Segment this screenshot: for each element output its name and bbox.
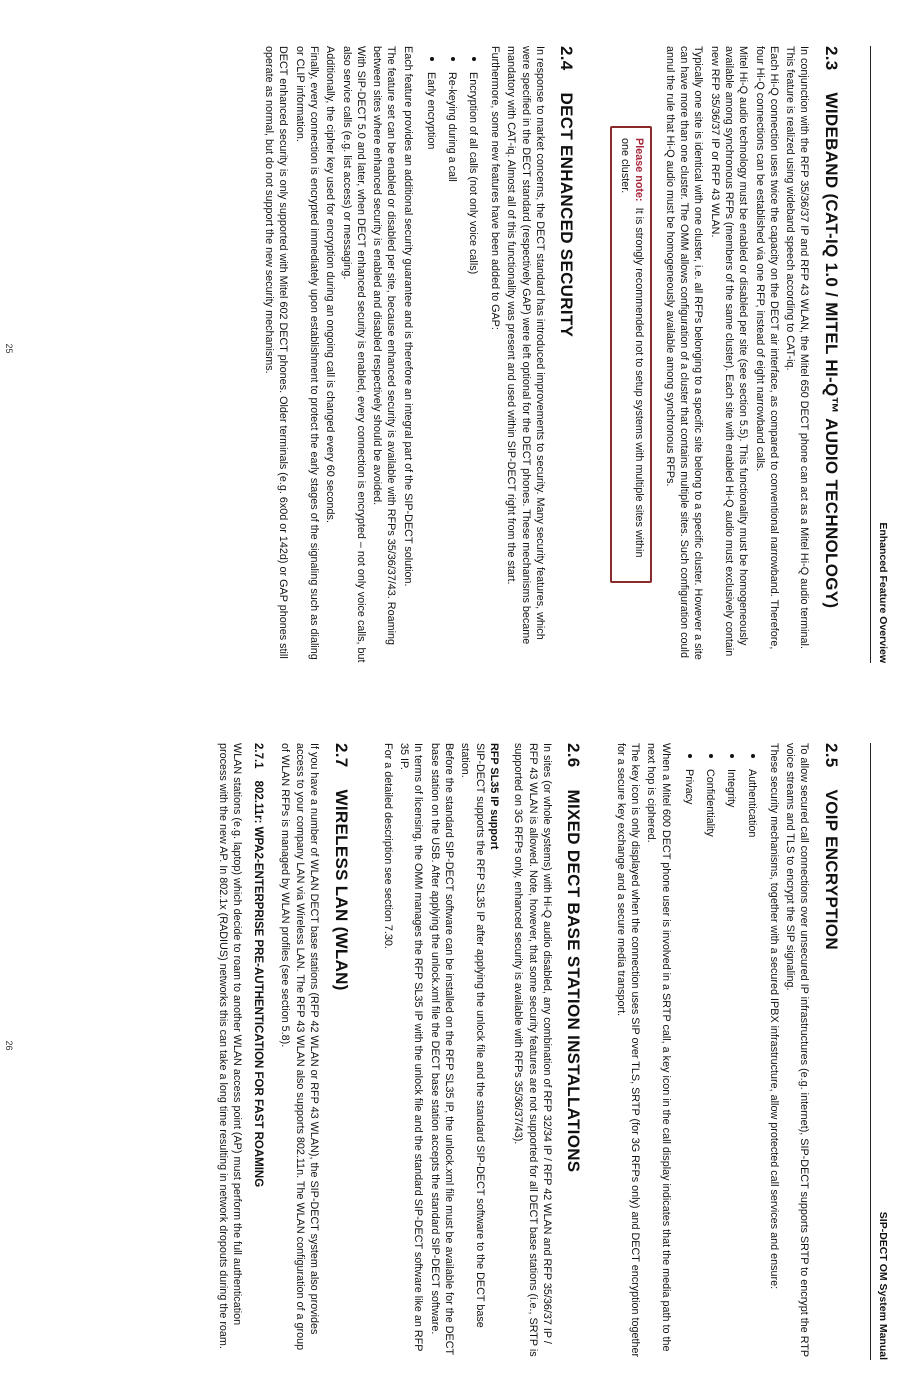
paragraph: Typically one site is identical with one cluster, i.e. all RFPs belonging to a specific site belong to a specific cluster. However a site can have more than one cluster. The OMM allows configuration of a cluster that contains multiple sites. Such configuration could annul the rule that Hi-Q audio must be homogeneously available among synchronous RFPs. (663, 46, 705, 660)
paragraph: If you have a number of WLAN DECT base stations (RFP 42 WLAN or RFP 43 WLAN), the SIP-DECT system also provides access to your company LAN via Wireless LAN. The RFP 43 WLAN also supports 802.11n. The WLAN configuration of a group of WLAN RFPs is managed by WLAN profiles (see section 5.8). (279, 743, 321, 1351)
paragraph: DECT enhanced security is only supported with Mitel 602 DECT phones. Older terminals (e.g. 6x0d or 142d) or GAP phones still operate as normal, but do not support the new security mechanisms. (263, 46, 290, 659)
page-body (260, 46, 841, 663)
section-number: 2.4 (557, 46, 577, 71)
section-number: 2.5 (822, 743, 841, 768)
note-label: Please note: (633, 138, 646, 202)
paragraph: The key icon is only displayed when the connection uses SIP over TLS, SRTP (for 3G RFPs only) and DECT encryption together for a secure key exchange and a secure media transport. (614, 743, 641, 1358)
list-item: • Confidentiality (700, 769, 721, 1360)
running-head: SIP-DECT OM System Manual (870, 743, 889, 1360)
bullet-list (679, 743, 763, 1360)
section-number: 2.7 (331, 743, 351, 768)
paragraph: SIP-DECT supports the RFP SL35 IP after applying the unlock file and the standard SIP-DECT software to the DECT base station. (459, 743, 486, 1328)
page-body (214, 743, 841, 1360)
paragraph: For a detailed description see section 7.30. (381, 743, 394, 949)
page-number: 25 (4, 343, 14, 354)
section-title: WIRELESS LAN (WLAN) (331, 789, 351, 991)
paragraph: To allow secured call connections over unsecured IP infrastructures (e.g. internet), SIP-DECT supports SRTP to encrypt the RTP voice streams and TLS to encrypt the SIP signaling. (784, 743, 811, 1357)
subheading: RFP SL35 IP support (487, 743, 500, 850)
paragraph: Furthermore, some new features have been added to GAP: (489, 46, 502, 330)
section-number: 2.6 (564, 743, 584, 768)
paragraph: Each Hi-Q connection uses twice the capacity on the DECT air interface, as compared to conventional narrowband. Therefore, four Hi-Q connections can be established via one RFP, instead of eight narrowband calls. (753, 46, 780, 650)
list-item: • Authentication (742, 769, 763, 1360)
paragraph: The feature set can be enabled or disabled per site, because enhanced security is available with RFPs 35/36/37/43. Roaming between sites where enhanced security is enabled and disabled respectively should be avoided. (371, 46, 398, 645)
section-heading-2-5 (821, 743, 841, 1360)
subsection-heading-2-7-1 (252, 743, 264, 1360)
paragraph: In response to market concerns, the DECT standard has introduced improvements to security. Many security features, which were specified in the DECT standard (respectively GAP) were left optional for the DECT phones. These mechanisms became mandatory with CAT-iq. Almost all of this functionality was present and used within SIP-DECT right from the start. (505, 46, 546, 645)
note-box (610, 126, 652, 583)
bullet-list (421, 46, 484, 663)
section-title: VOIP ENCRYPTION (822, 789, 841, 950)
list-item: • Integrity (721, 769, 742, 1360)
paragraph: Finally, every connection is encrypted immediately upon establishment to protect the early stages of the signaling such as dialing or CLIP information. (293, 46, 320, 660)
section-heading-2-3 (821, 46, 841, 663)
note-text: It is strongly recommended not to setup systems with multiple sites within one cluster. (619, 138, 646, 558)
paragraph: These security mechanisms, together with a secured IPBX infrastructure, allow protected call services and ensure: (767, 743, 780, 1290)
running-head: Enhanced Feature Overview (870, 46, 889, 663)
section-heading-2-6 (564, 743, 584, 1360)
page-number: 26 (4, 1040, 14, 1051)
paragraph: In sites (or whole systems) with Hi-Q audio disabled, any combination of RFP 32/34 IP / RFP 42 WLAN and RFP 35/36/37 IP / RFP 43 WLAN is allowed. Note, however, that some security features are not supported for all DECT base stations (i.e., SRTP is supported on 3G RFPs only, enhanced security is available with RFPs 35/36/37/43). (512, 743, 553, 1357)
section-title: MIXED DECT BASE STATION INSTALLATIONS (564, 789, 584, 1173)
page-26 (0, 697, 901, 1394)
paragraph: Mitel Hi-Q audio technology must be enabled or disabled per site (see section 5.5). This functionality must be homogeneously available among synchronous RFPs (members of the same cluster). Each site with enabled Hi-Q audio must exclusively contain new RFP 35/36/37 IP or RFP 43 WLAN. (708, 46, 750, 657)
section-title: WIDEBAND (CAT-IQ 1.0 / MITEL HI-Q™ AUDIO TECHNOLOGY) (822, 92, 841, 609)
paragraph: Additionally, the cipher key used for encryption during an ongoing call is changed every 60 seconds. (324, 46, 337, 523)
list-item: • Re-keying during a call (442, 72, 463, 663)
list-item: • Privacy (679, 769, 700, 1360)
list-item: • Early encryption (421, 72, 442, 663)
paragraph: In conjunction with the RFP 35/36/37 IP and RFP 43 WLAN, the Mitel 650 DECT phone can act as a Mitel Hi-Q audio terminal. This feature is realized using wideband speech according to CAT-iq. (784, 46, 811, 649)
section-heading-2-7 (331, 743, 351, 1360)
subsection-title: 802.11r: WPA2-ENTERPRISE PRE-AUTHENTICATION FOR FAST ROAMING (252, 780, 265, 1188)
paragraph: Before the standard SIP-DECT software can be installed on the RFP SL35 IP, the unlock.xml file must be available for the DECT base station on the USB. After applying the unlock.xml file the DECT base station accepts the standard SIP-DECT software. (428, 743, 456, 1355)
section-title: DECT ENHANCED SECURITY (557, 92, 577, 338)
subsection-number: 2.7.1 (252, 743, 265, 769)
paragraph: In terms of licensing, the OMM manages the RFP SL35 IP with the unlock file and the standard SIP-DECT software like an RFP 35 IP. (398, 743, 425, 1352)
list-item: • Encryption of all calls (not only voice calls) (463, 72, 484, 663)
paragraph: With SIP-DECT 5.0 and later, when DECT enhanced security is enabled, every connection is encrypted – not only voice calls, but also service calls (e.g. list access) or messaging. (340, 46, 367, 663)
paragraph: WLAN stations (e.g. laptop) which decide to roam to another WLAN access point (AP) must perform the full authentication process with the new AP. In 802.1x (RADIUS) networks this can take a long time resulting in network dropouts during the roam. (216, 743, 244, 1349)
paragraph: When a Mitel 600 DECT phone user is involved in a SRTP call, a key icon in the call display indicates that the media path to the next hop is ciphered. (645, 743, 672, 1352)
section-number: 2.3 (822, 46, 841, 71)
paragraph: Each feature provides an additional security guarantee and is therefore an integral part of the SIP-DECT solution. (401, 46, 414, 587)
section-heading-2-4 (557, 46, 577, 663)
